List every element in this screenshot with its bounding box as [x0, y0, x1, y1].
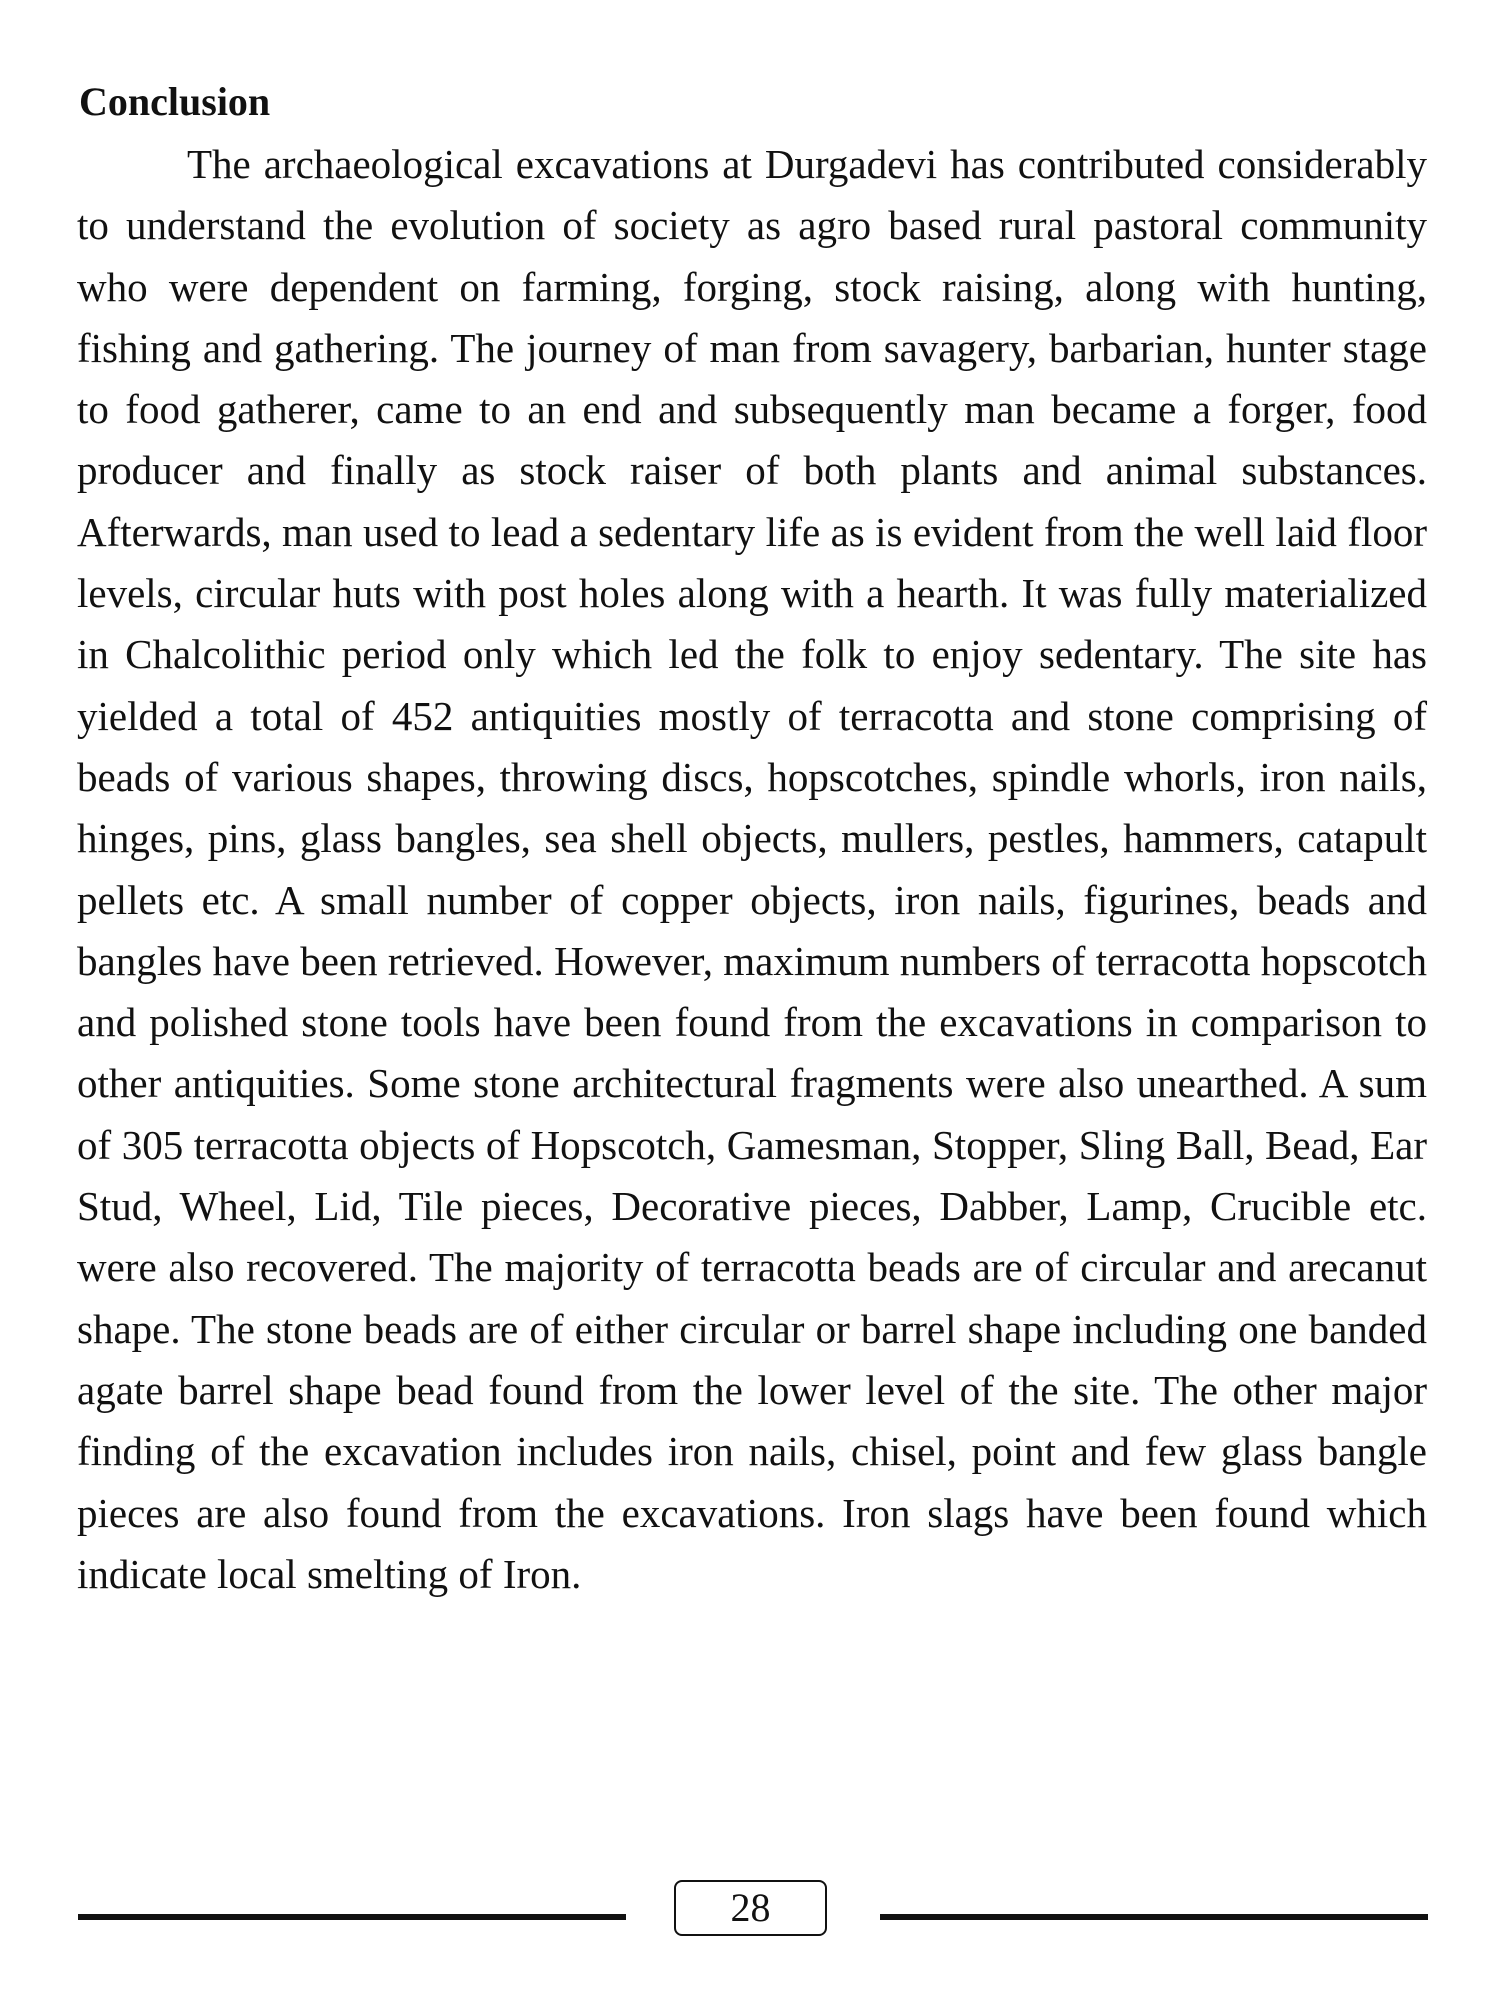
conclusion-paragraph: The archaeological excavations at Durgadevi has contributed considerably to understand the evolution of society as agro based rural pastoral community who were dependent on farming, forging, stock raising, along with hunting, fishing and gathering. The journey of man from savagery, barbarian, hunter stage to food gatherer, came to an end and subsequently man became a forger, food producer and finally as stock raiser of both plants and animal substances. Afterwards, man used to lead a sedentary life as is evident from the well laid floor levels, circular huts with post holes along with a hearth. It was fully materialized in Chalcolithic period only which led the folk to enjoy sedentary. The site has yielded a total of 452 antiquities mostly of terracotta and stone comprising of beads of various shapes, throwing discs, hopscotches, spindle whorls, iron nails, hinges, pins, glass bangles, sea shell objects, mullers, pestles, hammers, catapult pellets etc. A small number of copper objects, iron nails, figurines, beads and bangles have been retrieved. However, maximum numbers of terracotta hopscotch and polished stone tools have been found from the excavations in comparison to other antiquities. Some stone architectural fragments were also unearthed. A sum of 305 terracotta objects of Hopscotch, Gamesman, Stopper, Sling Ball, Bead, Ear Stud, Wheel, Lid, Tile pieces, Decorative pieces, Dabber, Lamp, Crucible etc. were also recovered. The majority of terracotta beads are of circular and arecanut shape. The stone beads are of either circular or barrel shape including one banded agate barrel shape bead found from the lower level of the site. The other major finding of the excavation includes iron nails, chisel, point and few glass bangle pieces are also found from the excavations. Iron slags have been found which indicate local smelting of Iron. — [77, 141, 1427, 1597]
page-number: 28 — [674, 1880, 827, 1936]
footer-rule-right — [880, 1914, 1428, 1920]
page-footer — [0, 1880, 1500, 1950]
footer-rule-left — [78, 1914, 626, 1920]
section-heading: Conclusion — [79, 79, 271, 124]
